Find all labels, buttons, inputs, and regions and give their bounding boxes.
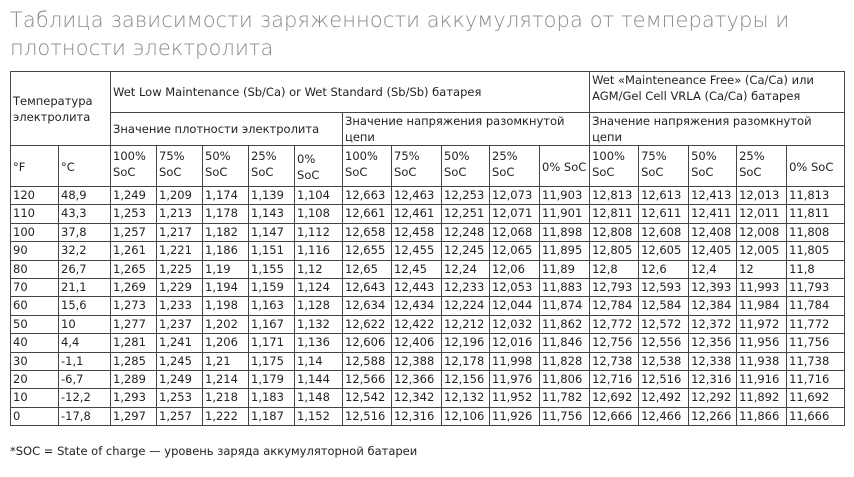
table-cell: 11,666: [787, 407, 845, 425]
table-cell: 1,229: [157, 278, 203, 296]
table-cell: 12,008: [737, 223, 787, 241]
soc-header: 25% SoC: [737, 146, 787, 187]
table-cell: -17,8: [59, 407, 111, 425]
table-row: [11, 352, 845, 370]
table-cell: 1,277: [111, 315, 157, 333]
table-cell: 1,19: [203, 260, 249, 278]
table-cell: 1,221: [157, 242, 203, 260]
table-cell: 12,813: [590, 187, 639, 205]
table-cell: 12,611: [639, 205, 689, 223]
table-cell: 12,406: [392, 334, 442, 352]
table-cell: 26,7: [59, 260, 111, 278]
table-cell: 11,813: [787, 187, 845, 205]
table-cell: 12,613: [639, 187, 689, 205]
table-cell: 12,316: [689, 370, 737, 388]
table-row: [11, 205, 845, 223]
table-cell: 12,492: [639, 389, 689, 407]
soc-header: 50% SoC: [203, 146, 249, 187]
table-cell: 12,716: [590, 370, 639, 388]
soc-header: 100% SoC: [590, 146, 639, 187]
table-cell: 12,666: [590, 407, 639, 425]
table-cell: 12,178: [442, 352, 490, 370]
table-cell: 120: [11, 187, 59, 205]
table-cell: 12,005: [737, 242, 787, 260]
table-cell: 12,408: [689, 223, 737, 241]
table-cell: 11,862: [540, 315, 590, 333]
table-cell: 12,663: [343, 187, 392, 205]
table-cell: 11,883: [540, 278, 590, 296]
table-cell: 12,458: [392, 223, 442, 241]
table-row: [11, 223, 845, 241]
table-cell: 80: [11, 260, 59, 278]
table-cell: 11,956: [737, 334, 787, 352]
unit-celsius: °C: [59, 146, 111, 187]
page-title: Таблица зависимости заряженности аккумулятора от температуры и плотности электролита: [10, 8, 790, 60]
table-cell: 12,196: [442, 334, 490, 352]
table-cell: 12,634: [343, 297, 392, 315]
table-cell: 12,388: [392, 352, 442, 370]
table-cell: 12,65: [343, 260, 392, 278]
table-cell: 1,293: [111, 389, 157, 407]
table-cell: 11,692: [787, 389, 845, 407]
table-cell: 1,182: [203, 223, 249, 241]
table-cell: 1,285: [111, 352, 157, 370]
voltage-header-agm: Значение напряжения разомкнутой цепи: [590, 113, 845, 146]
table-cell: 40: [11, 334, 59, 352]
table-cell: 1,225: [157, 260, 203, 278]
table-cell: 1,124: [295, 278, 343, 296]
table-cell: 12,661: [343, 205, 392, 223]
table-row: [11, 242, 845, 260]
table-cell: 12,516: [639, 370, 689, 388]
table-cell: 12,071: [490, 205, 540, 223]
table-cell: 12,393: [689, 278, 737, 296]
battery-table: [10, 71, 845, 426]
table-cell: 12,073: [490, 187, 540, 205]
table-cell: 43,3: [59, 205, 111, 223]
table-cell: 12,8: [590, 260, 639, 278]
table-row: [11, 260, 845, 278]
table-cell: 12,45: [392, 260, 442, 278]
table-cell: 1,269: [111, 278, 157, 296]
table-cell: 50: [11, 315, 59, 333]
table-cell: 11,846: [540, 334, 590, 352]
table-cell: 11,828: [540, 352, 590, 370]
table-cell: 12,655: [343, 242, 392, 260]
table-cell: 12,422: [392, 315, 442, 333]
soc-header: 75% SoC: [157, 146, 203, 187]
table-cell: 11,808: [787, 223, 845, 241]
table-cell: 1,249: [111, 187, 157, 205]
soc-header: 75% SoC: [392, 146, 442, 187]
table-cell: 1,218: [203, 389, 249, 407]
table-row: [11, 407, 845, 425]
table-cell: 12,044: [490, 297, 540, 315]
table-cell: 12,013: [737, 187, 787, 205]
table-row: [11, 315, 845, 333]
table-cell: 12,032: [490, 315, 540, 333]
table-cell: 10: [59, 315, 111, 333]
table-cell: -1,1: [59, 352, 111, 370]
table-cell: 12,542: [343, 389, 392, 407]
table-cell: 12,572: [639, 315, 689, 333]
table-cell: 12,805: [590, 242, 639, 260]
table-cell: 1,139: [249, 187, 295, 205]
table-cell: 12,455: [392, 242, 442, 260]
table-cell: 1,104: [295, 187, 343, 205]
table-row: [11, 389, 845, 407]
table-cell: 90: [11, 242, 59, 260]
table-cell: 12,233: [442, 278, 490, 296]
table-cell: 11,898: [540, 223, 590, 241]
table-cell: 12,106: [442, 407, 490, 425]
table-cell: 11,892: [737, 389, 787, 407]
table-cell: 1,163: [249, 297, 295, 315]
table-cell: 12,338: [689, 352, 737, 370]
table-cell: 11,972: [737, 315, 787, 333]
table-cell: 12,556: [639, 334, 689, 352]
soc-header: 25% SoC: [490, 146, 540, 187]
table-cell: 15,6: [59, 297, 111, 315]
table-cell: 12,24: [442, 260, 490, 278]
table-cell: 12,011: [737, 205, 787, 223]
table-cell: 1,21: [203, 352, 249, 370]
table-cell: 12,466: [639, 407, 689, 425]
table-cell: 12,366: [392, 370, 442, 388]
table-cell: 21,1: [59, 278, 111, 296]
table-cell: 1,222: [203, 407, 249, 425]
table-cell: 1,209: [157, 187, 203, 205]
table-cell: 1,257: [157, 407, 203, 425]
table-cell: 12,266: [689, 407, 737, 425]
unit-fahrenheit: °F: [11, 146, 59, 187]
table-cell: 12,584: [639, 297, 689, 315]
table-cell: 1,12: [295, 260, 343, 278]
table-cell: 30: [11, 352, 59, 370]
table-cell: 1,249: [157, 370, 203, 388]
table-cell: 12,372: [689, 315, 737, 333]
table-cell: 11,811: [787, 205, 845, 223]
temp-header: Температура электролита: [11, 72, 111, 146]
soc-header: 25% SoC: [249, 146, 295, 187]
table-cell: 12,463: [392, 187, 442, 205]
table-row: [11, 187, 845, 205]
table-cell: 11,903: [540, 187, 590, 205]
table-cell: 100: [11, 223, 59, 241]
table-cell: 1,144: [295, 370, 343, 388]
table-cell: 11,805: [787, 242, 845, 260]
table-cell: 12,132: [442, 389, 490, 407]
table-cell: 12,316: [392, 407, 442, 425]
table-cell: 1,167: [249, 315, 295, 333]
table-cell: 12,245: [442, 242, 490, 260]
table-row: [11, 297, 845, 315]
table-cell: 11,938: [737, 352, 787, 370]
density-header: Значение плотности электролита: [111, 113, 343, 146]
table-cell: 12,658: [343, 223, 392, 241]
table-cell: 12,224: [442, 297, 490, 315]
table-cell: 12,811: [590, 205, 639, 223]
table-cell: 70: [11, 278, 59, 296]
table-cell: 1,206: [203, 334, 249, 352]
table-cell: 12,413: [689, 187, 737, 205]
table-cell: 12,405: [689, 242, 737, 260]
table-cell: 1,245: [157, 352, 203, 370]
table-cell: 12,06: [490, 260, 540, 278]
table-cell: 11,89: [540, 260, 590, 278]
soc-header: 50% SoC: [689, 146, 737, 187]
table-cell: 11,874: [540, 297, 590, 315]
table-cell: 1,179: [249, 370, 295, 388]
table-cell: 1,108: [295, 205, 343, 223]
table-cell: 1,202: [203, 315, 249, 333]
table-cell: 12,643: [343, 278, 392, 296]
table-cell: 12,606: [343, 334, 392, 352]
table-cell: 1,14: [295, 352, 343, 370]
table-cell: 12,384: [689, 297, 737, 315]
table-cell: 11,984: [737, 297, 787, 315]
table-cell: 12,411: [689, 205, 737, 223]
table-row: [11, 370, 845, 388]
table-cell: 12,248: [442, 223, 490, 241]
table-cell: 11,993: [737, 278, 787, 296]
table-cell: 1,183: [249, 389, 295, 407]
table-cell: 1,186: [203, 242, 249, 260]
table-cell: 1,152: [295, 407, 343, 425]
table-cell: 12,516: [343, 407, 392, 425]
table-cell: 12,251: [442, 205, 490, 223]
table-cell: 12,434: [392, 297, 442, 315]
table-cell: 10: [11, 389, 59, 407]
table-cell: 12,065: [490, 242, 540, 260]
table-cell: 12,738: [590, 352, 639, 370]
table-cell: 1,112: [295, 223, 343, 241]
table-cell: 12,253: [442, 187, 490, 205]
soc-header: 0% SoC: [540, 146, 590, 187]
table-cell: 48,9: [59, 187, 111, 205]
table-cell: 11,793: [787, 278, 845, 296]
table-cell: 12,784: [590, 297, 639, 315]
table-cell: 12,016: [490, 334, 540, 352]
table-cell: 1,178: [203, 205, 249, 223]
group-wet-header: Wet Low Maintenance (Sb/Ca) or Wet Standard (Sb/Sb) батарея: [111, 72, 590, 113]
table-cell: 1,213: [157, 205, 203, 223]
soc-header: 100% SoC: [111, 146, 157, 187]
table-cell: 11,866: [737, 407, 787, 425]
table-cell: 1,136: [295, 334, 343, 352]
table-cell: 12,793: [590, 278, 639, 296]
table-cell: 12,566: [343, 370, 392, 388]
table-cell: 1,155: [249, 260, 295, 278]
table-cell: 1,273: [111, 297, 157, 315]
table-cell: 11,976: [490, 370, 540, 388]
table-cell: 110: [11, 205, 59, 223]
table-cell: 11,901: [540, 205, 590, 223]
table-cell: 12,068: [490, 223, 540, 241]
table-cell: 11,756: [540, 407, 590, 425]
table-cell: 1,253: [111, 205, 157, 223]
table-cell: 12,808: [590, 223, 639, 241]
table-cell: 11,926: [490, 407, 540, 425]
table-cell: 12,538: [639, 352, 689, 370]
table-row: [11, 334, 845, 352]
table-cell: 1,217: [157, 223, 203, 241]
voltage-header-wet: Значение напряжения разомкнутой цепи: [343, 113, 590, 146]
table-cell: 1,261: [111, 242, 157, 260]
table-cell: 12,356: [689, 334, 737, 352]
table-cell: 11,895: [540, 242, 590, 260]
table-cell: 1,194: [203, 278, 249, 296]
table-cell: 12,588: [343, 352, 392, 370]
table-cell: 1,128: [295, 297, 343, 315]
table-cell: 1,297: [111, 407, 157, 425]
table-cell: 12,622: [343, 315, 392, 333]
table-cell: 1,171: [249, 334, 295, 352]
table-cell: 12,605: [639, 242, 689, 260]
table-cell: 11,952: [490, 389, 540, 407]
table-cell: 12,212: [442, 315, 490, 333]
table-cell: 1,148: [295, 389, 343, 407]
table-row: [11, 278, 845, 296]
table-cell: 12,292: [689, 389, 737, 407]
soc-header: 75% SoC: [639, 146, 689, 187]
table-cell: 12,6: [639, 260, 689, 278]
table-cell: 1,198: [203, 297, 249, 315]
table-cell: 12: [737, 260, 787, 278]
soc-header: 0% SoC: [295, 146, 343, 187]
table-cell: 1,116: [295, 242, 343, 260]
table-cell: 1,214: [203, 370, 249, 388]
table-cell: 4,4: [59, 334, 111, 352]
table-cell: 60: [11, 297, 59, 315]
table-cell: -12,2: [59, 389, 111, 407]
table-cell: 11,784: [787, 297, 845, 315]
table-cell: 11,772: [787, 315, 845, 333]
table-cell: 11,782: [540, 389, 590, 407]
table-cell: 1,289: [111, 370, 157, 388]
table-cell: 1,174: [203, 187, 249, 205]
table-cell: 32,2: [59, 242, 111, 260]
table-cell: 12,461: [392, 205, 442, 223]
table-cell: 1,147: [249, 223, 295, 241]
table-cell: 1,175: [249, 352, 295, 370]
soc-header: 50% SoC: [442, 146, 490, 187]
table-cell: -6,7: [59, 370, 111, 388]
table-cell: 12,4: [689, 260, 737, 278]
table-cell: 1,253: [157, 389, 203, 407]
table-cell: 1,187: [249, 407, 295, 425]
table-cell: 11,916: [737, 370, 787, 388]
table-cell: 12,593: [639, 278, 689, 296]
soc-header: 0% SoC: [787, 146, 845, 187]
table-cell: 37,8: [59, 223, 111, 241]
table-cell: 12,443: [392, 278, 442, 296]
table-cell: 12,692: [590, 389, 639, 407]
table-cell: 1,265: [111, 260, 157, 278]
table-cell: 1,257: [111, 223, 157, 241]
footnote: *SOC = State of charge — уровень заряда аккумуляторной батареи: [10, 444, 418, 458]
table-cell: 1,241: [157, 334, 203, 352]
table-cell: 11,716: [787, 370, 845, 388]
soc-header: 100% SoC: [343, 146, 392, 187]
table-cell: 12,756: [590, 334, 639, 352]
table-cell: 11,8: [787, 260, 845, 278]
table-cell: 12,772: [590, 315, 639, 333]
table-cell: 1,132: [295, 315, 343, 333]
table-cell: 1,233: [157, 297, 203, 315]
table-cell: 12,342: [392, 389, 442, 407]
table-cell: 11,756: [787, 334, 845, 352]
table-cell: 11,806: [540, 370, 590, 388]
group-agm-header: Wet «Mainteneance Free» (Ca/Ca) или AGM/Gel Cell VRLA (Ca/Ca) батарея: [590, 72, 845, 113]
table-cell: 11,998: [490, 352, 540, 370]
table-cell: 1,159: [249, 278, 295, 296]
table-cell: 12,156: [442, 370, 490, 388]
table-cell: 1,281: [111, 334, 157, 352]
table-cell: 1,237: [157, 315, 203, 333]
table-cell: 1,151: [249, 242, 295, 260]
table-cell: 0: [11, 407, 59, 425]
table-cell: 20: [11, 370, 59, 388]
table-cell: 1,143: [249, 205, 295, 223]
table-cell: 12,053: [490, 278, 540, 296]
table-cell: 11,738: [787, 352, 845, 370]
table-cell: 12,608: [639, 223, 689, 241]
